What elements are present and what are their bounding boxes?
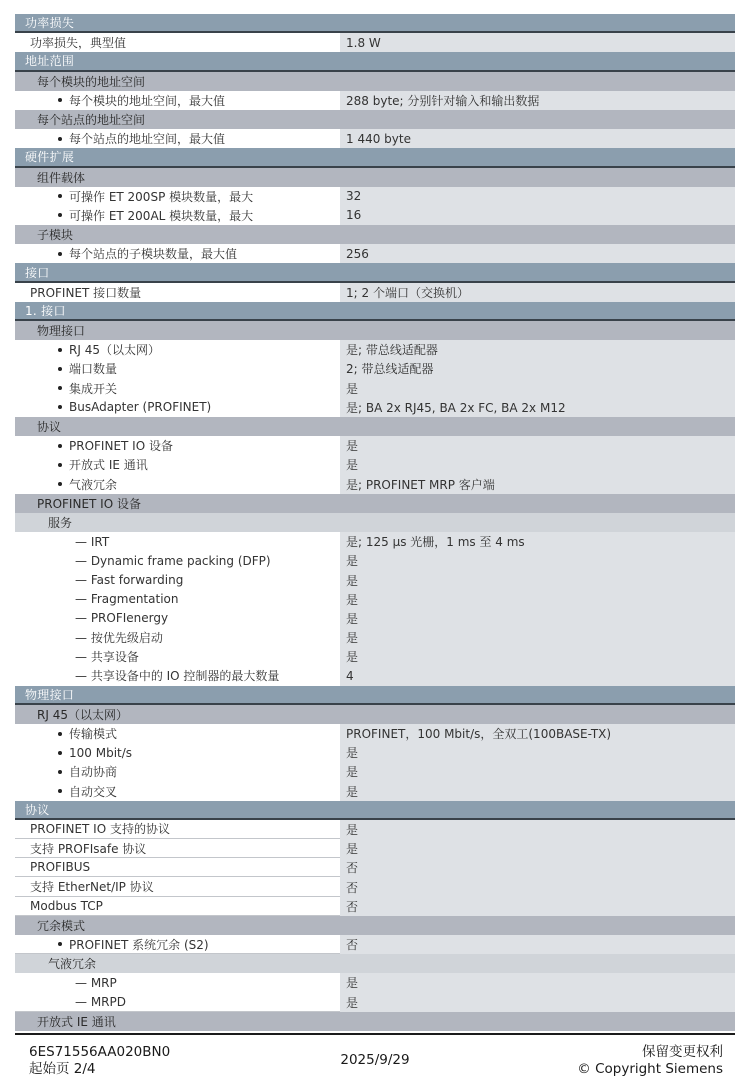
spec-label: 每个站点的子模块数量，最大值	[69, 247, 238, 262]
spec-label-cell	[15, 743, 340, 762]
header-label: 子模块	[37, 228, 74, 243]
spec-row	[15, 244, 735, 263]
spec-value: 2; 带总线适配器	[340, 359, 735, 378]
bullet-icon	[58, 463, 62, 467]
spec-label-cell	[15, 570, 340, 589]
header-label: RJ 45（以太网）	[37, 707, 128, 722]
spec-row	[15, 609, 735, 628]
spec-label: 支持 PROFIsafe 协议	[30, 841, 147, 856]
spec-label-cell	[15, 129, 340, 148]
spec-row	[15, 590, 735, 609]
spec-label-cell	[15, 91, 340, 110]
spec-label: 集成开关	[69, 381, 118, 396]
product-code: 6ES71556AA020BN0	[29, 1044, 171, 1060]
spec-value: 256	[340, 244, 735, 263]
spec-value: 是	[340, 973, 735, 992]
spec-value: 是	[340, 762, 735, 781]
page-number: 起始页 2/4	[29, 1061, 96, 1077]
spec-value: 是	[340, 455, 735, 474]
spec-row	[15, 436, 735, 455]
spec-label: 可操作 ET 200AL 模块数量，最大	[69, 208, 254, 223]
spec-label-cell	[15, 590, 340, 609]
footer-date: 2025/9/29	[340, 1052, 410, 1068]
spec-label-cell	[15, 187, 340, 206]
spec-label-cell	[15, 897, 340, 916]
bullet-icon	[58, 194, 62, 198]
group-header	[15, 110, 735, 129]
header-label: 功率损失	[25, 16, 75, 31]
header-label: 硬件扩展	[25, 150, 75, 165]
spec-label: — Fast forwarding	[75, 573, 184, 588]
bullet-icon	[58, 405, 62, 409]
spec-row	[15, 973, 735, 992]
spec-label-cell	[15, 877, 340, 896]
spec-row	[15, 91, 735, 110]
bullet-icon	[58, 348, 62, 352]
spec-row	[15, 628, 735, 647]
spec-label-cell	[15, 379, 340, 398]
spec-label-cell	[15, 551, 340, 570]
spec-row	[15, 379, 735, 398]
spec-label-cell	[15, 244, 340, 263]
spec-label: 气液冗余	[69, 477, 118, 492]
group-header	[15, 225, 735, 244]
spec-row	[15, 33, 735, 52]
spec-row	[15, 762, 735, 781]
spec-label-cell	[15, 820, 340, 839]
spec-value: 是	[340, 628, 735, 647]
spec-label: PROFINET 接口数量	[30, 285, 142, 300]
spec-label: Modbus TCP	[30, 898, 103, 913]
spec-label: — 按优先级启动	[75, 631, 163, 646]
header-label: 协议	[37, 420, 62, 435]
spec-label-cell	[15, 206, 340, 225]
header-label: 服务	[48, 515, 73, 530]
spec-row	[15, 475, 735, 494]
group-header	[15, 72, 735, 91]
spec-value: 是	[340, 993, 735, 1012]
copyright-text: © Copyright Siemens	[577, 1061, 723, 1077]
spec-value: 是	[340, 782, 735, 801]
spec-label: BusAdapter (PROFINET)	[69, 400, 212, 415]
spec-value: 是	[340, 551, 735, 570]
group-header	[15, 705, 735, 724]
spec-value: 32	[340, 187, 735, 206]
spec-value: 是	[340, 590, 735, 609]
spec-row	[15, 551, 735, 570]
spec-row	[15, 877, 735, 896]
section-header	[15, 52, 735, 71]
header-label: 物理接口	[37, 324, 86, 339]
spec-row	[15, 455, 735, 474]
spec-row	[15, 935, 735, 954]
spec-value: 是	[340, 379, 735, 398]
spec-value: 是	[340, 570, 735, 589]
section-header	[15, 148, 735, 167]
spec-label: PROFINET IO 支持的协议	[30, 822, 170, 837]
header-label: PROFINET IO 设备	[37, 496, 141, 511]
section-header	[15, 302, 735, 321]
spec-row	[15, 858, 735, 877]
spec-value: 是; 带总线适配器	[340, 340, 735, 359]
bullet-icon	[58, 770, 62, 774]
spec-label: PROFINET IO 设备	[69, 439, 173, 454]
spec-row	[15, 820, 735, 839]
spec-label: 开放式 IE 通讯	[69, 458, 148, 473]
spec-label-cell	[15, 340, 340, 359]
spec-label: RJ 45（以太网）	[69, 343, 160, 358]
spec-row	[15, 897, 735, 916]
spec-value: 否	[340, 897, 735, 916]
bullet-icon	[58, 751, 62, 755]
spec-value: 是	[340, 609, 735, 628]
spec-label: — IRT	[75, 534, 110, 549]
spec-label: 100 Mbit/s	[69, 745, 133, 760]
header-label: 每个模块的地址空间	[37, 74, 146, 89]
spec-value: 否	[340, 858, 735, 877]
spec-value: 16	[340, 206, 735, 225]
spec-table	[15, 14, 735, 1031]
spec-value: 否	[340, 935, 735, 954]
bullet-icon	[58, 732, 62, 736]
spec-value: 4	[340, 666, 735, 685]
spec-value: 1 440 byte	[340, 129, 735, 148]
spec-label-cell	[15, 973, 340, 992]
section-header	[15, 801, 735, 820]
bullet-icon	[58, 482, 62, 486]
spec-label-cell	[15, 359, 340, 378]
spec-label: 每个模块的地址空间，最大值	[69, 93, 226, 108]
spec-label-cell	[15, 782, 340, 801]
spec-value: 是; PROFINET MRP 客户端	[340, 475, 735, 494]
header-label: 每个站点的地址空间	[37, 113, 146, 128]
spec-label-cell	[15, 858, 340, 877]
footer-right	[577, 1044, 723, 1078]
group-header	[15, 494, 735, 513]
bullet-icon	[58, 942, 62, 946]
spec-label-cell	[15, 455, 340, 474]
spec-label-cell	[15, 647, 340, 666]
bullet-icon	[58, 789, 62, 793]
spec-value: PROFINET，100 Mbit/s，全双工(100BASE-TX)	[340, 724, 735, 743]
spec-label: — MRPD	[75, 994, 126, 1009]
spec-row	[15, 532, 735, 551]
spec-label-cell	[15, 935, 340, 954]
group-header	[15, 168, 735, 187]
header-label: 开放式 IE 通讯	[37, 1014, 116, 1029]
section-header	[15, 686, 735, 705]
bullet-icon	[58, 137, 62, 141]
spec-value: 是; 125 µs 光栅，1 ms 至 4 ms	[340, 532, 735, 551]
subgroup-header	[15, 954, 735, 973]
spec-row	[15, 129, 735, 148]
spec-label-cell	[15, 398, 340, 417]
header-label: 气液冗余	[48, 957, 97, 972]
spec-label-cell	[15, 532, 340, 551]
spec-label: 端口数量	[69, 362, 118, 377]
spec-label-cell	[15, 666, 340, 685]
spec-value: 是; BA 2x RJ45, BA 2x FC, BA 2x M12	[340, 398, 735, 417]
spec-row	[15, 340, 735, 359]
bullet-icon	[58, 444, 62, 448]
group-header	[15, 321, 735, 340]
spec-row	[15, 398, 735, 417]
spec-label: PROFIBUS	[30, 860, 91, 875]
rights-text: 保留变更权利	[642, 1044, 723, 1060]
spec-value: 1; 2 个端口（交换机）	[340, 283, 735, 302]
spec-label: — 共享设备	[75, 650, 139, 665]
bullet-icon	[58, 386, 62, 390]
spec-label-cell	[15, 283, 340, 302]
header-label: 物理接口	[25, 687, 75, 702]
header-label: 冗余模式	[37, 918, 86, 933]
spec-label: 每个站点的地址空间，最大值	[69, 132, 226, 147]
spec-label: — Fragmentation	[75, 592, 179, 607]
spec-label: 功率损失，典型值	[30, 36, 127, 51]
spec-row	[15, 743, 735, 762]
spec-row	[15, 206, 735, 225]
spec-value: 否	[340, 877, 735, 896]
header-label: 接口	[25, 265, 50, 280]
spec-row	[15, 839, 735, 858]
group-header	[15, 1012, 735, 1031]
spec-label-cell	[15, 628, 340, 647]
spec-value: 是	[340, 820, 735, 839]
section-header	[15, 14, 735, 33]
header-label: 地址范围	[25, 54, 75, 69]
footer-divider	[15, 1033, 735, 1035]
spec-row	[15, 666, 735, 685]
header-label: 协议	[25, 802, 50, 817]
spec-label: — 共享设备中的 IO 控制器的最大数量	[75, 669, 280, 684]
spec-value: 是	[340, 839, 735, 858]
spec-row	[15, 647, 735, 666]
spec-label: — Dynamic frame packing (DFP)	[75, 553, 271, 568]
spec-row	[15, 283, 735, 302]
spec-label: 支持 EtherNet/IP 协议	[30, 880, 154, 895]
spec-row	[15, 782, 735, 801]
spec-label-cell	[15, 436, 340, 455]
spec-row	[15, 724, 735, 743]
header-label: 组件载体	[37, 170, 86, 185]
spec-label: 可操作 ET 200SP 模块数量，最大	[69, 189, 254, 204]
spec-row	[15, 993, 735, 1012]
spec-label: 传输模式	[69, 727, 118, 742]
spec-label-cell	[15, 609, 340, 628]
spec-label: 自动交叉	[69, 784, 118, 799]
spec-value: 288 byte; 分别针对输入和输出数据	[340, 91, 735, 110]
spec-label: — PROFIenergy	[75, 611, 169, 626]
spec-value: 是	[340, 647, 735, 666]
spec-label-cell	[15, 33, 340, 52]
group-header	[15, 417, 735, 436]
bullet-icon	[58, 252, 62, 256]
spec-label: PROFINET 系统冗余 (S2)	[69, 937, 209, 952]
header-label: 1. 接口	[25, 303, 66, 318]
subgroup-header	[15, 513, 735, 532]
spec-row	[15, 187, 735, 206]
group-header	[15, 916, 735, 935]
spec-label-cell	[15, 475, 340, 494]
bullet-icon	[58, 98, 62, 102]
spec-value: 是	[340, 743, 735, 762]
spec-label-cell	[15, 724, 340, 743]
spec-row	[15, 359, 735, 378]
bullet-icon	[58, 367, 62, 371]
spec-label: — MRP	[75, 975, 117, 990]
spec-value: 是	[340, 436, 735, 455]
spec-value: 1.8 W	[340, 33, 735, 52]
spec-row	[15, 570, 735, 589]
spec-label-cell	[15, 993, 340, 1012]
spec-label-cell	[15, 839, 340, 858]
bullet-icon	[58, 213, 62, 217]
section-header	[15, 263, 735, 282]
spec-label-cell	[15, 762, 340, 781]
spec-label: 自动协商	[69, 765, 118, 780]
